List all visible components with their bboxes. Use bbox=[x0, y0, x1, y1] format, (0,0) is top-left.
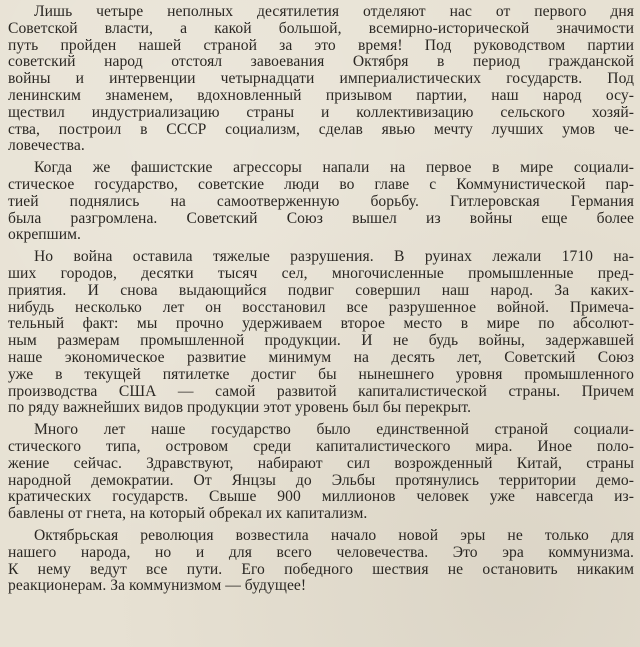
text-line: жение сейчас. Здравствуют, набирают сил возрожденный Китай, страны bbox=[8, 454, 634, 472]
text-line: тией поднялись на самоотверженную борьбу. Гитлеровская Германия bbox=[8, 192, 634, 210]
text-line: нибудь несколько лет он восстановил все разрушенное войной. Примеча- bbox=[8, 298, 634, 316]
paragraph bbox=[8, 4, 634, 155]
text-line: стическое государство, советские люди во главе с Коммунистической пар- bbox=[8, 175, 634, 193]
text-line: войны и интервенции четырнадцати империалистических государств. Под bbox=[8, 70, 634, 88]
text-line: ленинским знаменем, вдохновленный призывом партии, наш народ осу- bbox=[8, 86, 634, 104]
text-line: наше экономическое развитие минимум на десять лет, Советский Союз bbox=[8, 348, 634, 366]
text-line: бавлены от гнета, на который обрекал их капитализм. bbox=[8, 505, 368, 523]
text-line: реакционерам. За коммунизмом — будущее! bbox=[8, 577, 307, 595]
text-line: советский народ отстоял завоевания Октября в период гражданской bbox=[8, 53, 634, 71]
text-line: ществил индустриализацию страны и коллективизацию сельского хозяй- bbox=[8, 103, 634, 121]
text-line: по ряду важнейших видов продукции этот уровень был бы перекрыт. bbox=[8, 399, 472, 417]
text-line: приятия. И снова выдающийся подвиг совершил наш народ. За каких- bbox=[8, 281, 634, 299]
text-line: тельный факт: мы прочно удерживаем второе место в мире по абсолют- bbox=[8, 315, 634, 333]
text-line: ловечества. bbox=[8, 137, 85, 155]
text-line: К нему ведут все пути. Его победного шествия не остановить никаким bbox=[8, 560, 634, 578]
text-line: Октябрьская революция возвестила начало новой эры не только для bbox=[34, 526, 634, 544]
text-line: кратических государств. Свыше 900 миллионов человек уже навсегда из- bbox=[8, 488, 634, 506]
paragraph bbox=[8, 528, 634, 595]
text-line: окрепшим. bbox=[8, 226, 82, 244]
text-line: Когда же фашистские агрессоры напали на первое в мире социали- bbox=[34, 159, 634, 177]
text-line: уже в текущей пятилетке достиг бы нынешнего уровня промышленного bbox=[8, 365, 634, 383]
paragraph bbox=[8, 249, 634, 417]
text-line: Советской власти, а какой большой, всемирно-исторической значимости bbox=[8, 19, 634, 37]
text-line: нашего народа, но и для всего человечества. Это эра коммунизма. bbox=[8, 543, 634, 561]
text-line: производства США — самой развитой капиталистической страны. Причем bbox=[8, 382, 634, 400]
text-line: стического типа, островом среди капиталистического мира. Иное поло- bbox=[8, 437, 634, 455]
text-line: ства, построил в СССР социализм, сделав явью мечту лучших умов че- bbox=[8, 120, 634, 138]
text-line: ным размерам промышленной продукции. И не будь войны, задержавшей bbox=[8, 332, 634, 350]
paragraph bbox=[8, 422, 634, 523]
text-line: путь пройден нашей страной за это время! Под руководством партии bbox=[8, 36, 634, 54]
paragraph bbox=[8, 160, 634, 244]
text-line: Лишь четыре неполных десятилетия отделяют нас от первого дня bbox=[34, 3, 634, 20]
text-line: ших городов, десятки тысяч сел, многочисленные промышленные пред- bbox=[8, 264, 634, 282]
text-line: Но война оставила тяжелые разрушения. В руинах лежали 1710 на- bbox=[34, 248, 634, 266]
text-line: народной демократии. От Янцзы до Эльбы протянулись территории демо- bbox=[8, 471, 634, 489]
text-line: была разгромлена. Советский Союз вышел из войны еще более bbox=[8, 209, 634, 227]
text-line: Много лет наше государство было единственной страной социали- bbox=[34, 421, 634, 439]
